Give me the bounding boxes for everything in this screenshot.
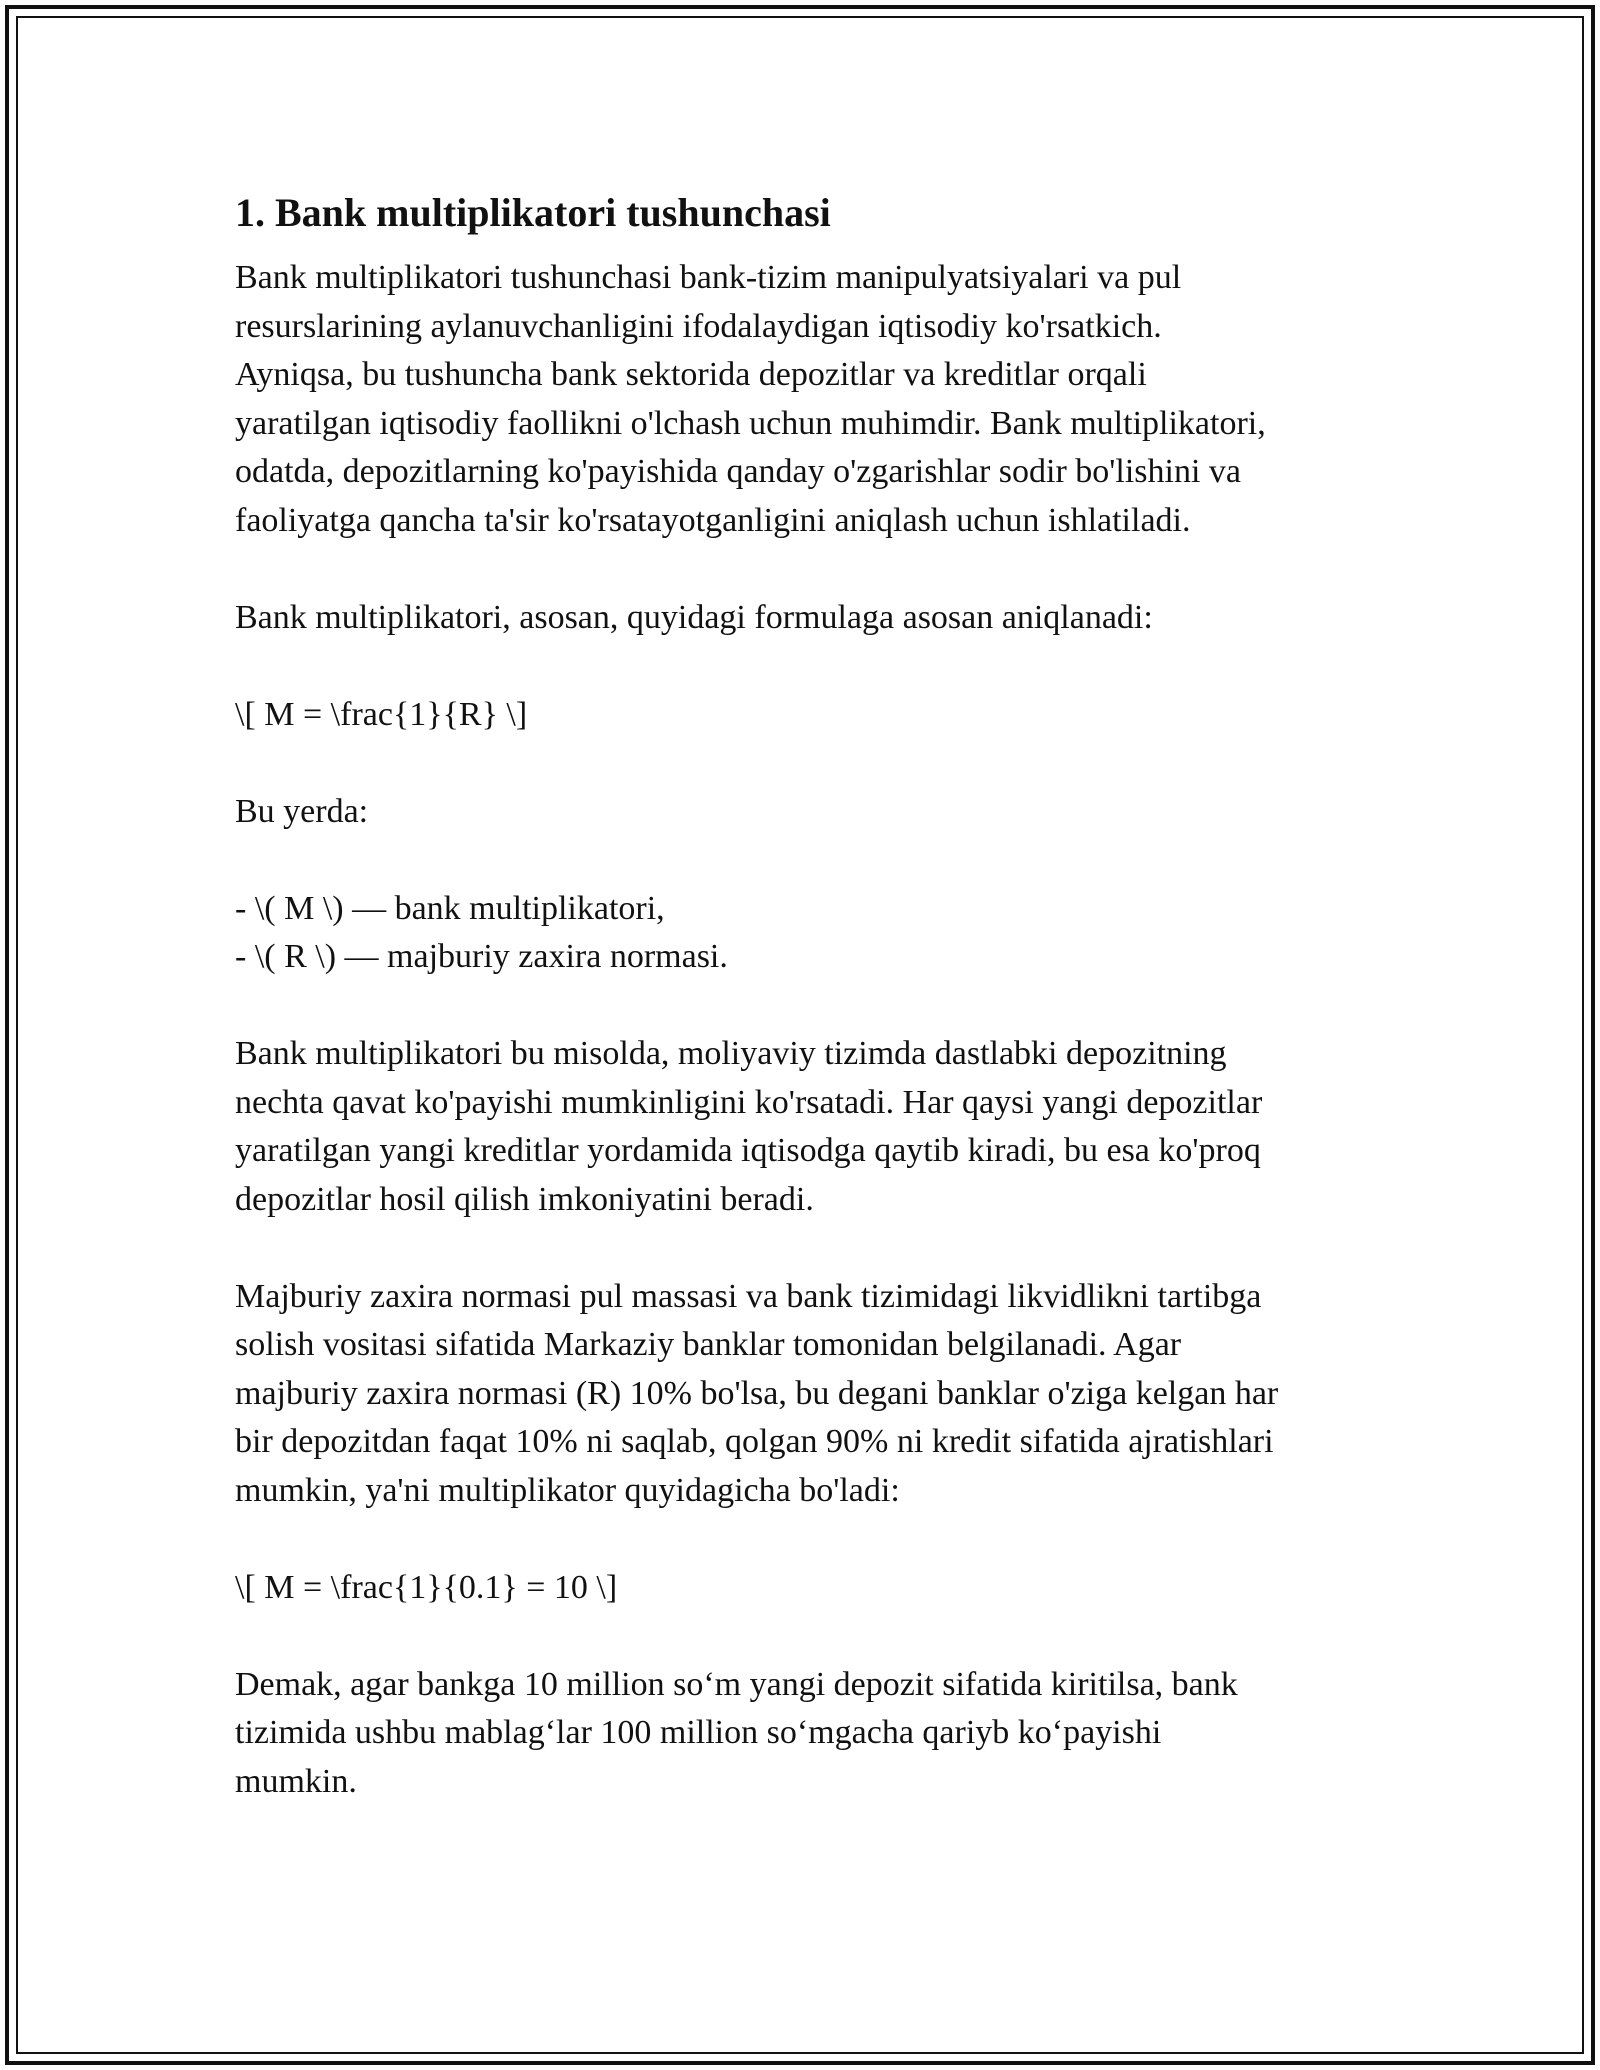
formula-multiplier [235, 691, 1385, 740]
definition-item-r: - \( R \) — majburiy zaxira normasi. [235, 938, 728, 975]
text-line: depozitlar hosil qilish imkoniyatini beradi. [235, 1180, 814, 1218]
definitions-list [235, 885, 1385, 982]
reserve-ratio-paragraph [235, 1273, 1385, 1516]
text-line: resurslarining aylanuvchanligini ifodalaydigan iqtisodiy ko'rsatkich. [235, 307, 1162, 345]
text-line: bir depozitdan faqat 10% ni saqlab, qolgan 90% ni kredit sifatida ajratishlari [235, 1423, 1274, 1460]
text-line: Bank multiplikatori tushunchasi bank-tizim manipulyatsiyalari va pul [235, 259, 1182, 296]
text-line: Demak, agar bankga 10 million so‘m yangi depozit sifatida kiritilsa, bank [235, 1665, 1238, 1703]
text-line: Majburiy zaxira normasi pul massasi va bank tizimidagi likvidlikni tartibga [235, 1277, 1262, 1315]
text-line: solish vositasi sifatida Markaziy banklar tomonidan belgilanadi. Agar [235, 1326, 1182, 1363]
formula-line: \[ M = \frac{1}{R} \] [235, 695, 528, 733]
formula-line: \[ M = \frac{1}{0.1} = 10 \] [235, 1568, 618, 1606]
where-paragraph [235, 788, 1385, 837]
definition-item-m: - \( M \) — bank multiplikatori, [235, 889, 665, 927]
text-line: majburiy zaxira normasi (R) 10% bo'lsa, bu degani banklar o'ziga kelgan har [235, 1374, 1279, 1412]
text-line: yaratilgan yangi kreditlar yordamida iqtisodga qaytib kiradi, bu esa ko'proq [235, 1132, 1261, 1169]
formula-example [235, 1564, 1385, 1613]
section-heading: 1. Bank multiplikatori tushunchasi [235, 190, 831, 235]
conclusion-paragraph [235, 1661, 1385, 1807]
explanation-paragraph [235, 1030, 1385, 1224]
document-body [235, 188, 1385, 1806]
text-line: tizimida ushbu mablag‘lar 100 million so‘mgacha qariyb ko‘payishi [235, 1714, 1162, 1751]
formula-intro-paragraph [235, 594, 1385, 643]
text-line: mumkin, ya'ni multiplikator quyidagicha bo'ladi: [235, 1471, 900, 1509]
text-line: mumkin. [235, 1762, 357, 1800]
text-line: nechta qavat ko'payishi mumkinligini ko'rsatadi. Har qaysi yangi depozitlar [235, 1083, 1263, 1121]
text-line: faoliyatga qancha ta'sir ko'rsatayotganligini aniqlash uchun ishlatiladi. [235, 501, 1191, 539]
text-line: Ayniqsa, bu tushuncha bank sektorida depozitlar va kreditlar orqali [235, 356, 1147, 393]
text-line: yaratilgan iqtisodiy faollikni o'lchash uchun muhimdir. Bank multiplikatori, [235, 404, 1266, 442]
text-line: odatda, depozitlarning ko'payishida qanday o'zgarishlar sodir bo'lishini va [235, 453, 1242, 490]
text-line: Bank multiplikatori, asosan, quyidagi formulaga asosan aniqlanadi: [235, 598, 1153, 636]
text-line: Bu yerda: [235, 792, 369, 830]
text-line: Bank multiplikatori bu misolda, moliyaviy tizimda dastlabki depozitning [235, 1035, 1227, 1072]
intro-paragraph [235, 254, 1385, 545]
